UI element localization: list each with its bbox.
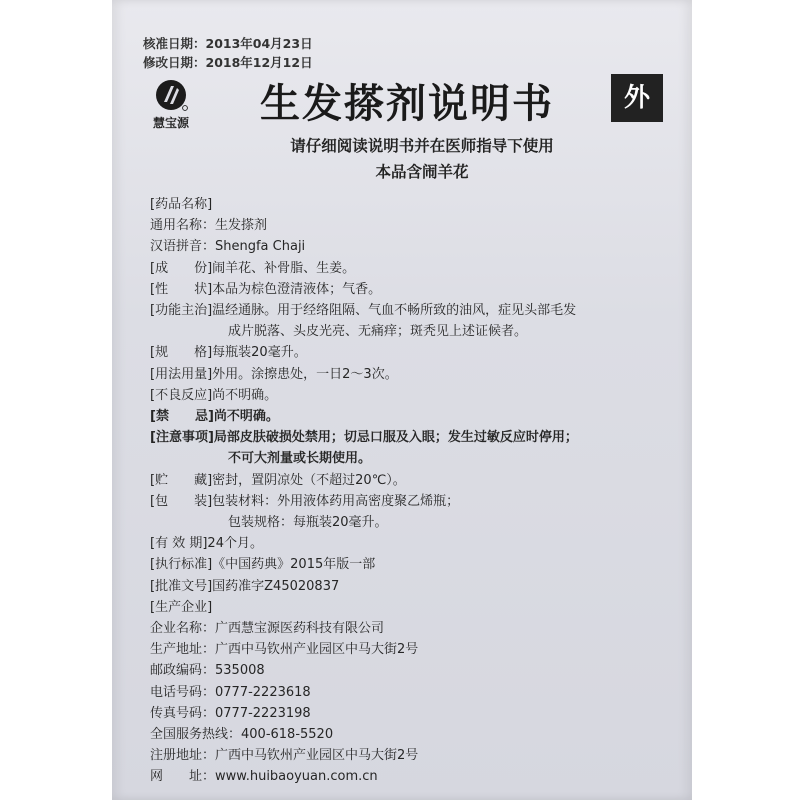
company-phone: 电话号码：0777-2223618 bbox=[150, 684, 311, 700]
section-spec: [规 格] 每瓶装20毫升。 bbox=[150, 345, 307, 361]
section-drug-name: [药品名称] bbox=[150, 197, 213, 212]
company-name: 企业名称：广西慧宝源医药科技有限公司 bbox=[150, 621, 385, 637]
company-fax: 传真号码：0777-2223198 bbox=[150, 705, 311, 721]
generic-name: 通用名称：生发搽剂 bbox=[150, 218, 268, 234]
ingredient-notice: 本品含闹羊花 bbox=[375, 163, 469, 181]
instruction-body bbox=[150, 194, 680, 788]
section-standard: [执行标准] 《中国药典》2015年版一部 bbox=[150, 557, 376, 573]
date-block bbox=[143, 34, 313, 72]
section-ingredients: [成 份] 闹羊花、补骨脂、生姜。 bbox=[150, 260, 356, 276]
company-postcode: 邮政编码：535008 bbox=[150, 663, 265, 679]
document-title: 生发搽剂说明书 bbox=[260, 81, 554, 127]
company-hotline: 全国服务热线：400-618-5520 bbox=[150, 727, 334, 743]
section-indications-cont: 成片脱落、头皮光亮、无痛痒；斑秃见上述证候者。 bbox=[228, 324, 528, 340]
section-cautions: [注意事项] 局部皮肤破损处禁用；切忌口服及入眼；发生过敏反应时停用； bbox=[150, 430, 578, 446]
section-indications: [功能主治] 温经通脉。用于经络阻隔、气血不畅所致的油风，症见头部毛发 bbox=[150, 303, 577, 319]
section-contraindications: [禁 忌] 尚不明确。 bbox=[150, 409, 279, 425]
pinyin-name: 汉语拼音：Shengfa Chaji bbox=[150, 239, 306, 255]
section-storage: [贮 藏] 密封，置阴凉处（不超过20℃）。 bbox=[150, 472, 406, 488]
review-date: 核准日期：2013年04月23日 bbox=[143, 36, 313, 51]
company-registered-address: 注册地址：广西中马钦州产业园区中马大街2号 bbox=[150, 748, 419, 764]
section-properties: [性 状] 本品为棕色澄清液体；气香。 bbox=[150, 281, 382, 297]
section-approval: [批准文号] 国药准字Z45020837 bbox=[150, 578, 340, 594]
company-website: 网 址：www.huibaoyuan.com.cn bbox=[150, 769, 378, 785]
section-package: [包 装] 包装材料：外用液体药用高密度聚乙烯瓶； bbox=[150, 493, 460, 509]
section-adverse: [不良反应] 尚不明确。 bbox=[150, 387, 278, 403]
section-package-cont: 包装规格：每瓶装20毫升。 bbox=[228, 515, 388, 531]
external-use-badge: 外 bbox=[611, 74, 663, 122]
brand-logo bbox=[148, 78, 194, 131]
revise-date: 修改日期：2018年12月12日 bbox=[143, 55, 313, 70]
company-address: 生产地址：广西中马钦州产业园区中马大街2号 bbox=[150, 642, 419, 658]
section-cautions-cont: 不可大剂量或长期使用。 bbox=[228, 451, 372, 467]
section-manufacturer: [生产企业] bbox=[150, 599, 213, 615]
usage-notice: 请仔细阅读说明书并在医师指导下使用 bbox=[290, 137, 554, 155]
section-usage: [用法用量] 外用。涂擦患处，一日2～3次。 bbox=[150, 366, 398, 382]
brand-name: 慧宝源 bbox=[152, 116, 189, 130]
section-validity: [有 效 期] 24个月。 bbox=[150, 536, 263, 552]
brand-logo-icon bbox=[154, 78, 188, 112]
